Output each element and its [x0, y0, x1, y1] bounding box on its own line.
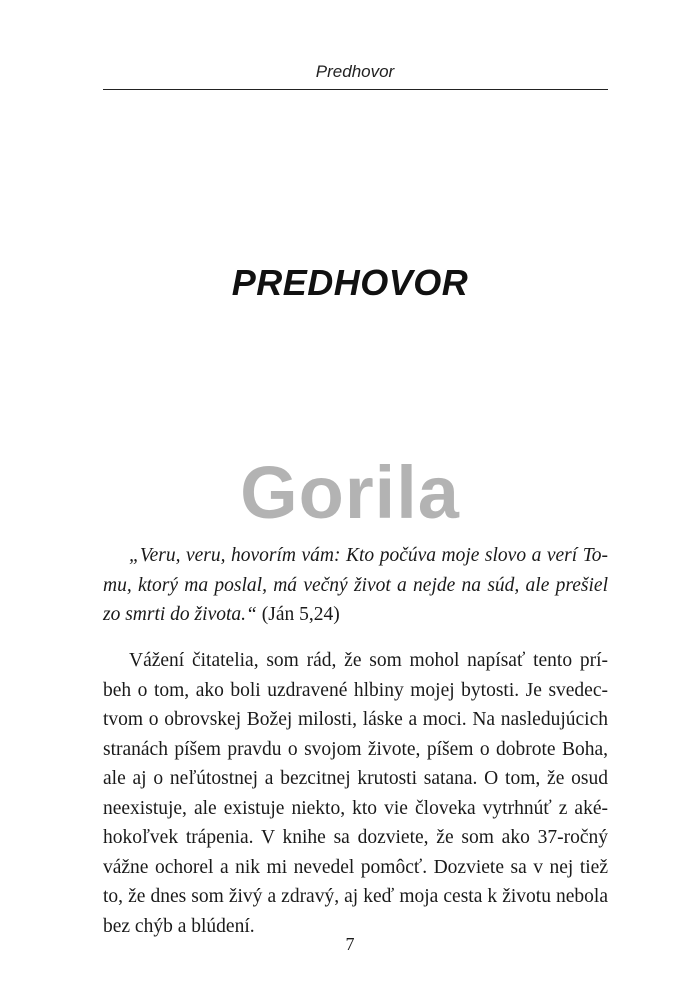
paragraph-line: beh o tom, ako boli uzdravené hlbiny mojej bytosti. Je svedec-: [103, 679, 608, 701]
paragraph-line: ale aj o neľútostnej a bezcitnej krutosti satana. O tom, že osud: [103, 768, 608, 789]
paragraph-line: Vážení čitatelia, som rád, že som mohol napísať tento prí-: [129, 650, 608, 671]
chapter-title: PREDHOVOR: [231, 262, 469, 303]
epigraph-citation: (Ján 5,24): [256, 604, 340, 625]
running-head: Predhovor: [315, 62, 395, 81]
paragraph-line: neexistuje, ale existuje niekto, kto vie človeka vytrhnúť z aké-: [103, 797, 608, 819]
body-paragraph: [103, 646, 608, 941]
paragraph-line: tvom o obrovskej Božej milosti, láske a moci. Na nasledujúcich: [103, 709, 608, 730]
watermark-logo: Gorila: [240, 451, 460, 534]
paragraph-line: to, že dnes som živý a zdravý, aj keď moja cesta k životu nebola: [103, 886, 608, 907]
paragraph-line: hokoľvek trápenia. V knihe sa dozviete, že som ako 37-ročný: [103, 827, 608, 848]
page-number: 7: [345, 934, 355, 954]
paragraph-line: stranách píšem pravdu o svojom živote, píšem o dobrote Boha,: [103, 738, 608, 760]
epigraph: [103, 541, 608, 630]
paragraph-line: vážne ochorel a nik mi nevedel pomôcť. Dozviete sa v nej tiež: [103, 856, 608, 878]
epigraph-line: [103, 600, 608, 630]
epigraph-quote-end: zo smrti do života.“: [103, 604, 257, 625]
header-rule: [103, 89, 608, 90]
epigraph-line: „Veru, veru, hovorím vám: Kto počúva moje slovo a verí To-: [129, 545, 608, 566]
epigraph-line: mu, ktorý ma poslal, má večný život a nejde na súd, ale prešiel: [103, 574, 608, 596]
paragraph-line: bez chýb a blúdení.: [103, 915, 255, 937]
